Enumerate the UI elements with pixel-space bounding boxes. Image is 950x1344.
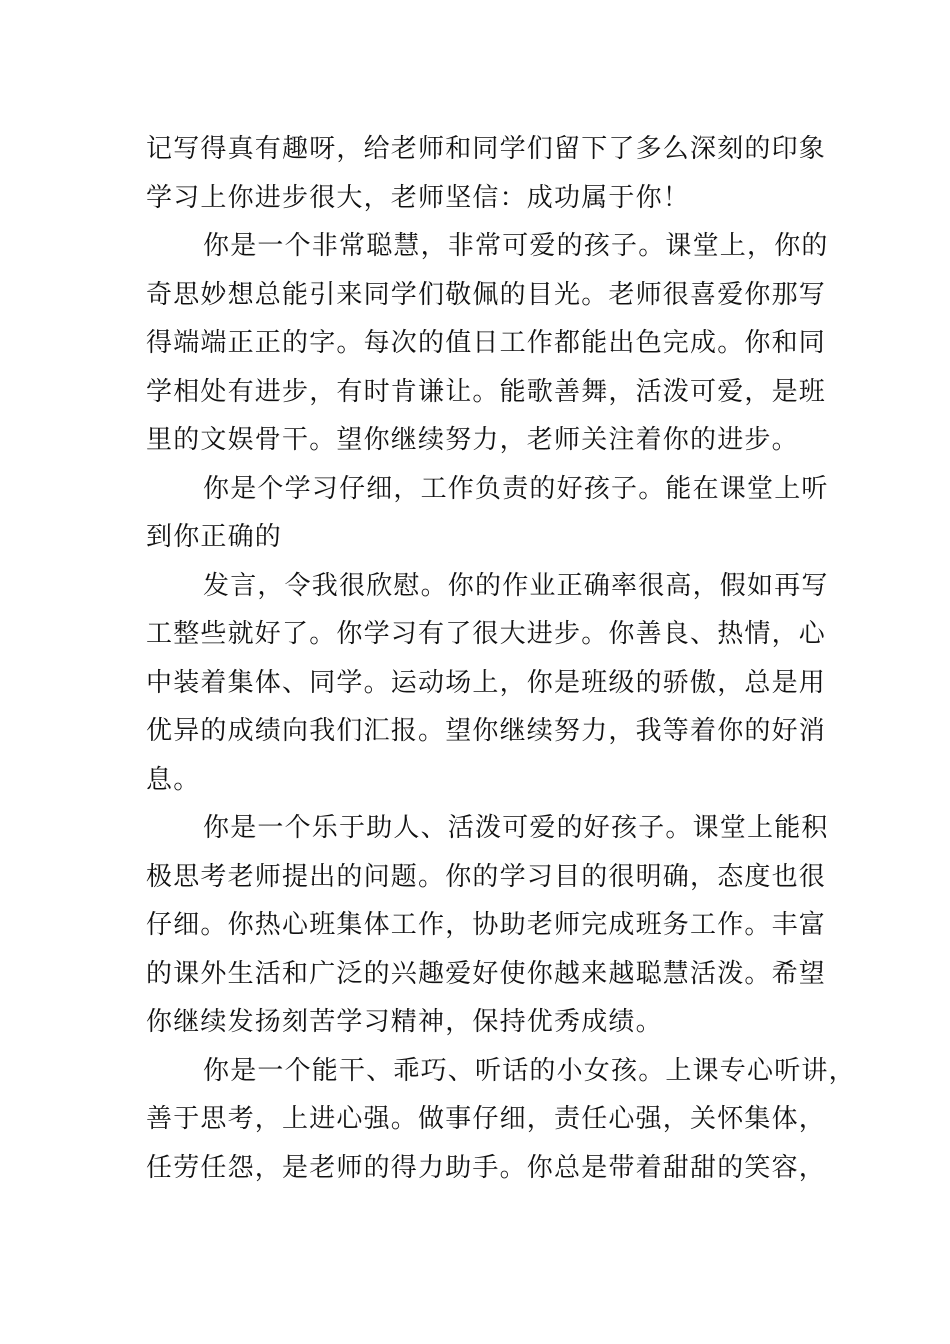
- text-line: 得端端正正的字。每次的值日工作都能出色完成。你和同: [146, 328, 827, 358]
- text-line: 中装着集体、同学。运动场上，你是班级的骄傲，总是用: [146, 667, 827, 698]
- text-line: 息。: [146, 764, 201, 795]
- paragraph-first-line: 你是一个乐于助人、活泼可爱的好孩子。课堂上能积: [203, 813, 829, 843]
- paragraph-first-line: 发言，令我很欣慰。你的作业正确率很高，假如再写: [203, 570, 829, 601]
- text-line: 到你正确的: [146, 522, 283, 552]
- text-line: 工整些就好了。你学习有了很大进步。你善良、热情，心: [146, 619, 827, 649]
- paragraph-first-line: 你是个学习仔细，工作负责的好孩子。能在课堂上听: [203, 473, 829, 504]
- text-line: 记写得真有趣呀，给老师和同学们留下了多么深刻的印象: [146, 134, 827, 164]
- paragraph-first-line: 你是一个能干、乖巧、听话的小女孩。上课专心听讲，: [203, 1055, 856, 1086]
- text-line: 的课外生活和广泛的兴趣爱好使你越来越聪慧活泼。希望: [146, 958, 827, 989]
- text-line: 奇思妙想总能引来同学们敬佩的目光。老师很喜爱你那写: [146, 279, 827, 310]
- text-line: 里的文娱骨干。望你继续努力，老师关注着你的进步。: [146, 425, 799, 455]
- text-line: 学习上你进步很大，老师坚信：成功属于你！: [146, 182, 691, 213]
- text-line: 极思考老师提出的问题。你的学习目的很明确，态度也很: [146, 861, 827, 892]
- text-line: 仔细。你热心班集体工作，协助老师完成班务工作。丰富: [146, 910, 827, 940]
- text-line: 你继续发扬刻苦学习精神，保持优秀成绩。: [146, 1007, 663, 1037]
- document-body: [146, 125, 856, 1192]
- paragraph-first-line: 你是一个非常聪慧，非常可爱的孩子。课堂上，你的: [203, 231, 829, 261]
- text-line: 学相处有进步，有时肯谦让。能歌善舞，活泼可爱，是班: [146, 376, 827, 407]
- text-line: 任劳任怨，是老师的得力助手。你总是带着甜甜的笑容，: [146, 1152, 827, 1183]
- text-line: 优异的成绩向我们汇报。望你继续努力，我等着你的好消: [146, 716, 827, 746]
- text-line: 善于思考，上进心强。做事仔细，责任心强，关怀集体，: [146, 1104, 827, 1134]
